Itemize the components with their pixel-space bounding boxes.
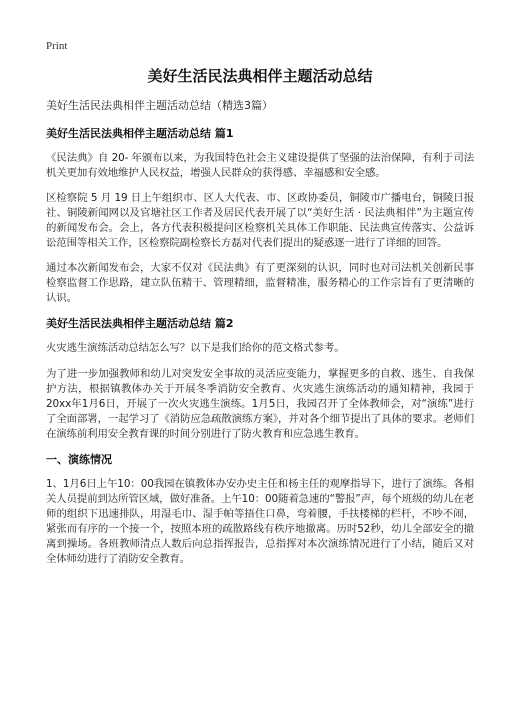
paragraph: 火灾逃生演练活动总结怎么写？以下是我们给你的范文格式参考。 (46, 342, 345, 354)
section-heading: 美好生活民法典相伴主题活动总结 篇2 (46, 317, 234, 330)
paragraph: 《民法典》自 20- 年颁布以来，为我国特色社会主义建设提供了坚强的法治保障，有利于司法机关更加有效地维护人民权益，增强人民群众的获得感、幸福感和安全感。 (46, 152, 474, 179)
paragraph: 为了进一步加强教师和幼儿对突发安全事故的灵活应变能力，掌握更多的自救、逃生、自我保护方法，根据镇教体办关于开展冬季消防安全教育、火灾逃生演练活动的通知精神，我园于20xx年1月6日，开展了一次火灾逃生演练。1月5日，我园召开了全体教师会，对“演练”进行了全面部署，一起学习了《消防应急疏散演练方案》，并对各个细节提出了具体的要求。老师们在演练前利用安全教育课的时间分别进行了防火教育和应急逃生教育。 (46, 368, 474, 440)
paragraph: 1、1月6日上午10：00我园在镇教体办安办史主任和杨主任的观摩指导下，进行了演练。各相关人员提前到达所管区域，做好准备。上午10：00随着急速的“警报”声，每个班级的幼儿在老师的组织下迅速排队，用湿毛巾、湿手帕等捂住口鼻，弯着腰，手扶楼梯的栏杆，不吵不闹，紧张而有序的一个接一个，按照本班的疏散路线有秩序地撤离。历时52秒，幼儿全部安全的撤离到操场。各班教师清点人数后向总指挥报告，总指挥对本次演练情况进行了小结，随后又对全体师幼进行了消防安全教育。 (46, 478, 474, 565)
paragraph: 通过本次新闻发布会，大家不仅对《民法典》有了更深刻的认识，同时也对司法机关创新民事检察监督工作思路，建立队伍精干、管理精细，监督精准，服务精心的工作宗旨有了更清晰的认识。 (46, 262, 474, 304)
paragraph: 区检察院 5 月 19 日上午组织市、区人大代表、市、区政协委员，铜陵市广播电台，铜陵日报社、铜陵新闻网以及官塘社区工作者及居民代表开展了以“美好生活 · 民法典相伴”为主题宣传的新闻发布会。会上，各方代表积极提问区检察机关具体工作职能、民法典宣传落实、公益诉讼范围等相关工作，区检察院副检察长方磊对代表们提出的疑惑逐一进行了详细的回答。 (46, 192, 474, 249)
section-heading: 美好生活民法典相伴主题活动总结 篇1 (46, 127, 234, 140)
print-link[interactable]: Print (46, 40, 68, 52)
section-1 (46, 126, 474, 306)
section-3 (46, 452, 474, 567)
document-subtitle: 美好生活民法典相伴主题活动总结（精选3篇） (46, 99, 273, 112)
section-2 (46, 316, 474, 442)
section-heading: 一、演练情况 (46, 453, 112, 466)
page-title: 美好生活民法典相伴主题活动总结 (147, 67, 373, 85)
